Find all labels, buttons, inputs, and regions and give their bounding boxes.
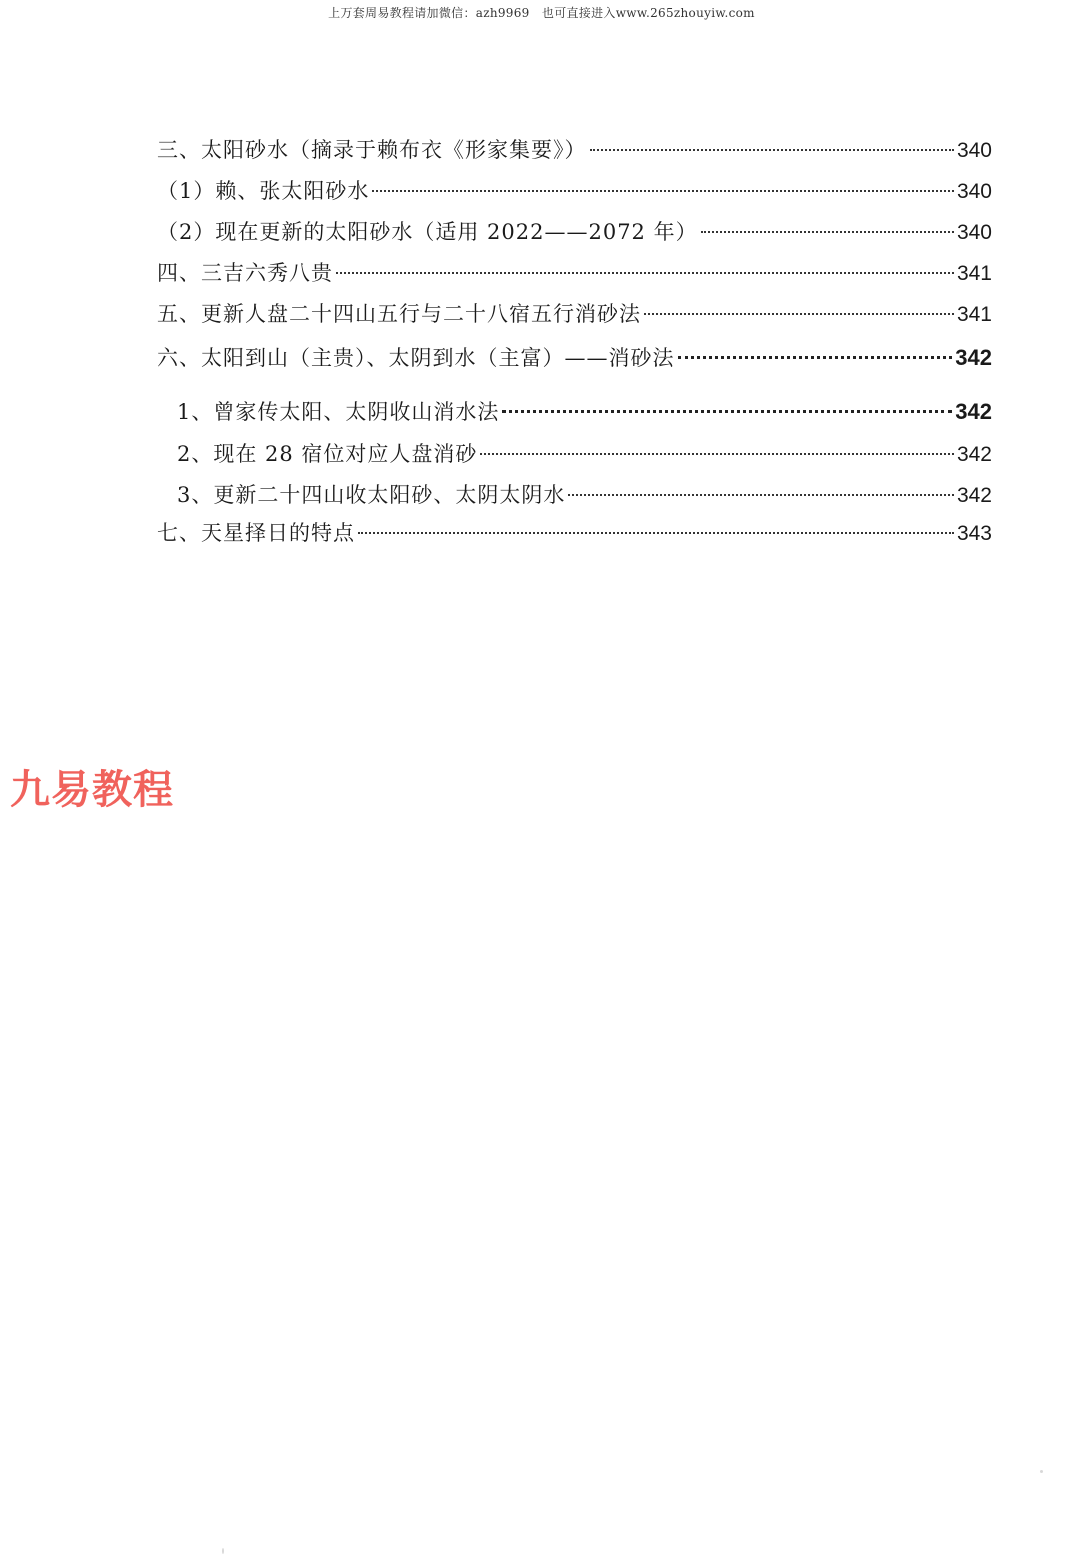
toc-entry[interactable] bbox=[177, 440, 992, 469]
toc-entry-title: （2）现在更新的太阳砂水（适用 2022——2072 年） bbox=[157, 220, 698, 244]
toc-entry-title: 1、曾家传太阳、太阴收山消水法 bbox=[177, 400, 500, 424]
toc-dot-leader bbox=[701, 231, 954, 233]
toc-entry-title: 七、天星择日的特点 bbox=[157, 521, 355, 545]
toc-entry-page: 341 bbox=[956, 262, 992, 285]
toc-entry-title: 2、现在 28 宿位对应人盘消砂 bbox=[177, 442, 478, 466]
toc-entry[interactable] bbox=[157, 259, 992, 288]
toc-entry[interactable] bbox=[157, 519, 992, 548]
toc-dot-leader bbox=[590, 149, 954, 151]
toc-entry-page: 342 bbox=[955, 345, 992, 370]
toc-entry[interactable] bbox=[177, 398, 992, 426]
scan-speck bbox=[1040, 1470, 1043, 1473]
toc-entry-title: （1）赖、张太阳砂水 bbox=[157, 179, 370, 203]
toc-entry[interactable] bbox=[157, 344, 992, 372]
toc-entry-page: 341 bbox=[956, 303, 992, 326]
toc-dot-leader bbox=[336, 272, 954, 274]
toc-entry-page: 340 bbox=[956, 221, 992, 244]
toc-entry-title: 五、更新人盘二十四山五行与二十八宿五行消砂法 bbox=[157, 302, 641, 326]
toc-entry-page: 342 bbox=[956, 443, 992, 466]
toc-dot-leader bbox=[372, 190, 954, 192]
toc-entry-title: 四、三吉六秀八贵 bbox=[157, 261, 333, 285]
toc-entry-title: 三、太阳砂水（摘录于赖布衣《形家集要》） bbox=[157, 138, 587, 162]
toc-entry-title: 六、太阳到山（主贵）、太阴到水（主富）——消砂法 bbox=[157, 346, 675, 370]
toc-entry[interactable] bbox=[157, 177, 992, 206]
toc-entry[interactable] bbox=[157, 300, 992, 329]
header-banner: 上万套周易教程请加微信：azh9969 也可直接进入www.265zhouyiw.com bbox=[328, 6, 755, 20]
toc-entry[interactable] bbox=[157, 136, 992, 165]
toc-entry-title: 3、更新二十四山收太阳砂、太阴太阴水 bbox=[177, 483, 566, 507]
toc-dot-leader bbox=[480, 453, 954, 455]
toc-entry-page: 343 bbox=[956, 522, 992, 545]
watermark-logo: 九易教程 bbox=[10, 767, 174, 813]
toc-entry-page: 340 bbox=[956, 180, 992, 203]
toc-dot-leader bbox=[644, 313, 954, 315]
toc-entry-page: 340 bbox=[956, 139, 992, 162]
toc-dot-leader bbox=[358, 532, 954, 534]
toc-entry-page: 342 bbox=[956, 484, 992, 507]
toc-entry-page: 342 bbox=[955, 399, 992, 424]
scan-speck bbox=[222, 1548, 224, 1554]
toc-dot-leader bbox=[568, 494, 954, 496]
toc-dot-leader bbox=[678, 356, 953, 359]
toc-entry[interactable] bbox=[177, 481, 992, 510]
toc-dot-leader bbox=[502, 410, 952, 413]
toc-entry[interactable] bbox=[157, 218, 992, 247]
